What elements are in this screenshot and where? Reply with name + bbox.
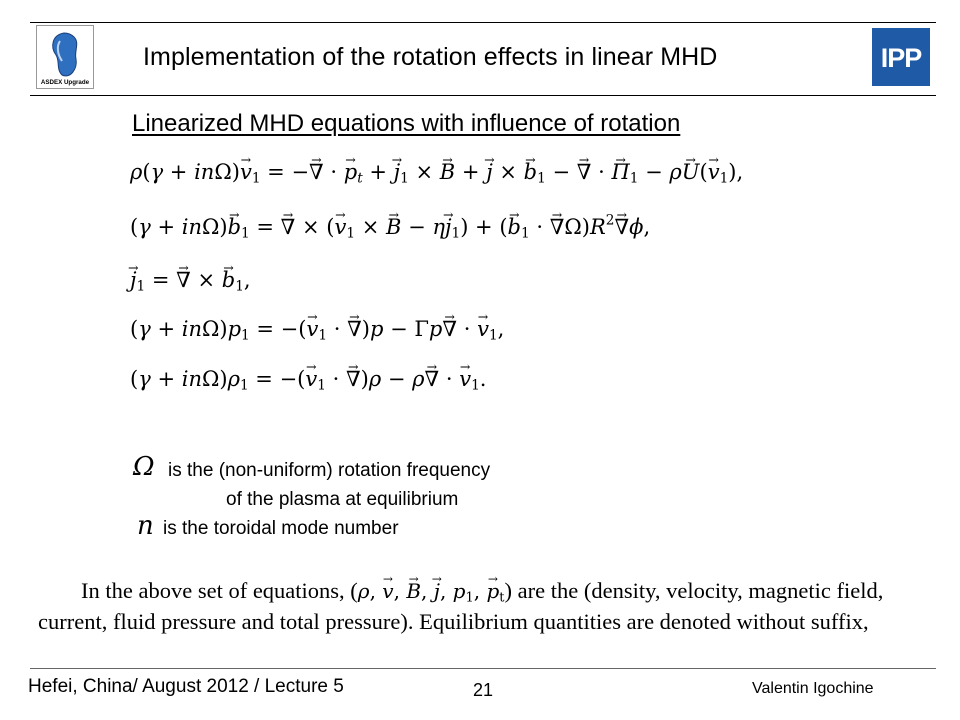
equation-density: $(\gamma + in\Omega)\rho_1$ = −(→ $v_1$ · → ∇)ρ − ρ→ ∇ · → $v_1$. [130, 367, 486, 393]
header-bottom-rule [30, 95, 936, 96]
footer-venue: Hefei, China/ August 2012 / Lecture 5 [28, 676, 344, 697]
page-title: Implementation of the rotation effects in linear MHD [143, 43, 718, 71]
variable-list: ρ, → v, → B, → j, $p_1$, → $p_t$ [358, 579, 505, 603]
omega-symbol: Ω [133, 452, 155, 482]
explanation-line1-end: ) are the (density, velocity, magnetic field, [504, 578, 884, 603]
explanation-line1-start: In the above set of equations, ( [81, 578, 358, 603]
equation-current: → $j_1$ = → ∇ × → $b_1$, [130, 268, 251, 294]
n-symbol: n [137, 511, 154, 541]
explanation-line1 [81, 578, 883, 605]
asdex-logo-text: ASDEX Upgrade [40, 79, 90, 86]
omega-description-line2: of the plasma at equilibrium [226, 489, 459, 510]
page-number: 21 [473, 680, 494, 700]
equation-induction: $(\gamma + in\Omega)\to b_1$ = → ∇ × (→ $v_1$ × → $B - \eta\to j_1$) + (→ $b_1$ · → $\nabla\Omega)R^2\to \nabla\phi$, [130, 215, 650, 241]
asdex-upgrade-logo [36, 25, 94, 89]
equation-pressure: $(\gamma + in\Omega)p_1$ = −(→ $v_1$ · → ∇)p − Γp→ ∇ · → $v_1$, [130, 317, 504, 343]
ipp-logo-text: IPP [880, 43, 922, 73]
explanation-line2: current, fluid pressure and total pressure). Equilibrium quantities are denoted without suffix, [38, 609, 869, 634]
section-subtitle: Linearized MHD equations with influence of rotation [132, 110, 681, 137]
footer-author: Valentin Igochine [752, 680, 874, 697]
n-description: is the toroidal mode number [163, 518, 399, 539]
ipp-logo [872, 28, 930, 86]
header-top-rule [30, 22, 936, 23]
omega-description-line1: is the (non-uniform) rotation frequency [168, 460, 491, 481]
footer-rule [30, 668, 936, 669]
equation-momentum: $\rho(\gamma + in\Omega)\to v_1$ = −→ ∇ · → $p_t$ + → $j_1$ × → B + → j × → $b_1$ − → ∇ · → $\Pi_1 - \rho\to U(\to v_1)$, [130, 160, 743, 186]
